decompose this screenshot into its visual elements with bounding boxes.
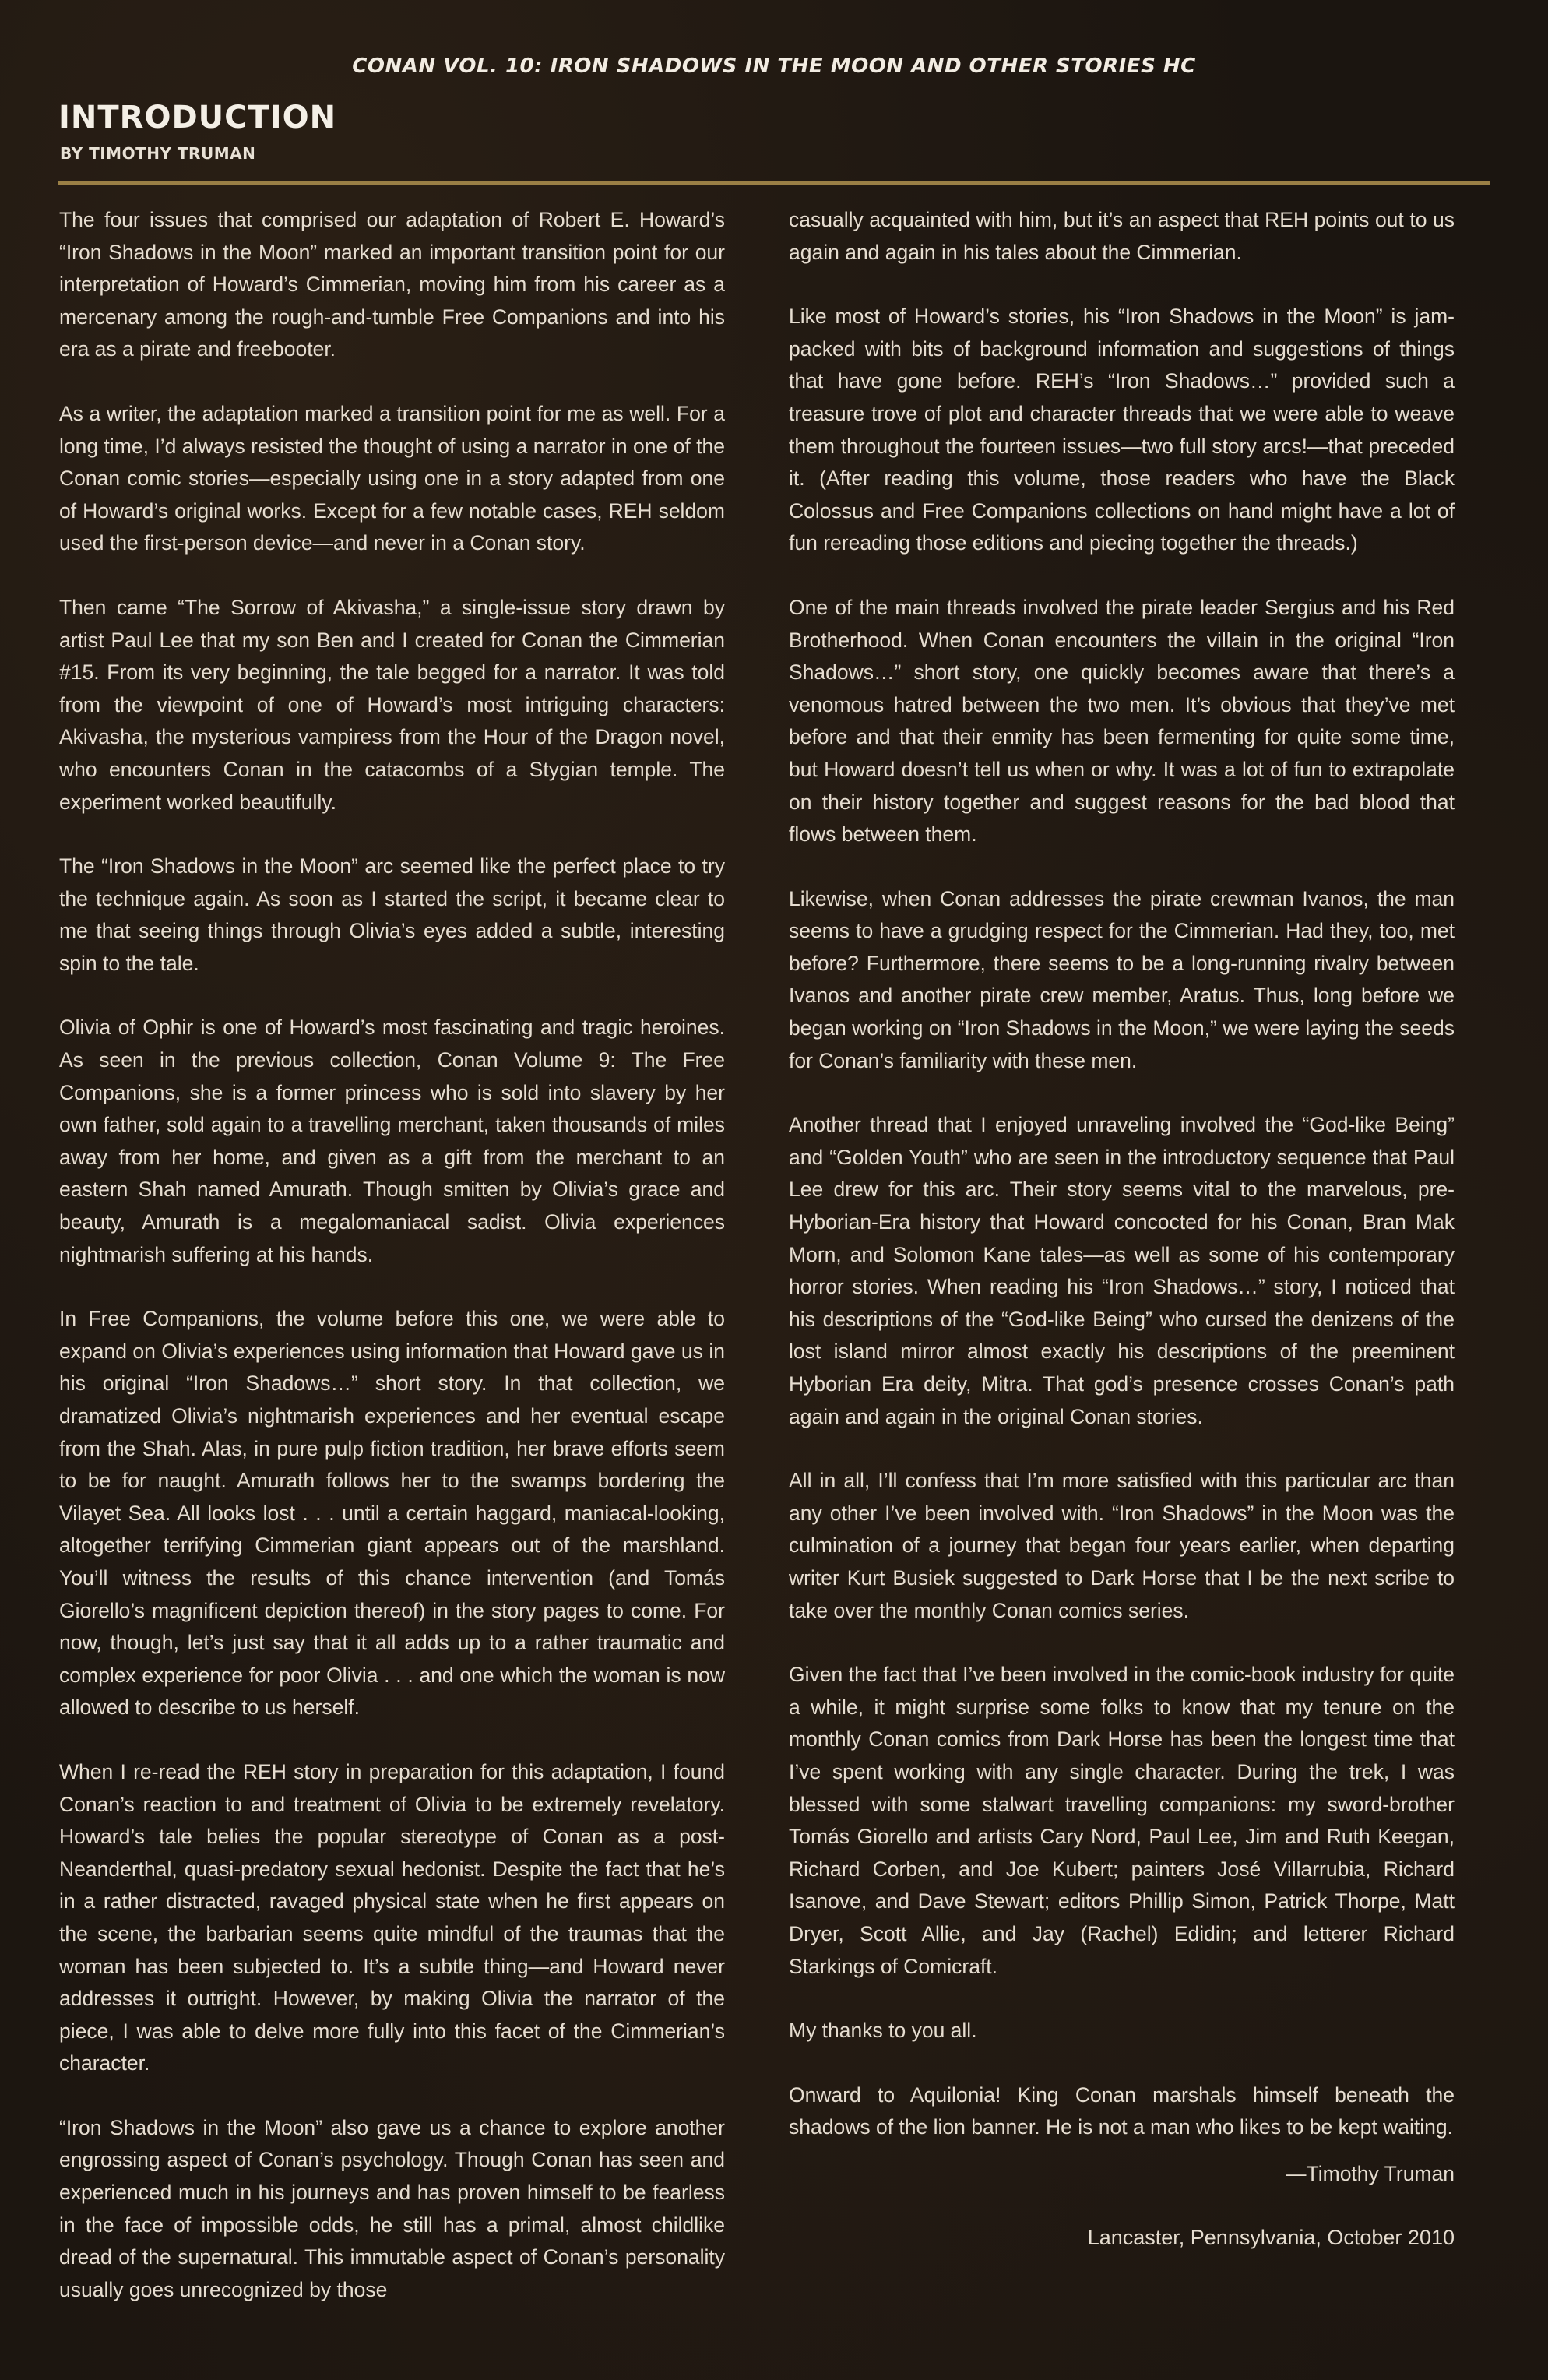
series-title: CONAN VOL. 10: IRON SHADOWS IN THE MOON AND OTHER STORIES HC bbox=[352, 55, 1196, 78]
paragraph: Likewise, when Conan addresses the pirate crewman Ivanos, the man seems to have a grudging respect for the Cimmerian. Had they, too, met before? Furthermore, there seems to be a long-running rivalry between Ivanos and another pirate crew member, Aratus. Thus, long before we began working on “Iron Shadows in the Moon,” we were laying the seeds for Conan’s familiarity with these men. bbox=[789, 886, 1455, 1072]
paragraph: The four issues that comprised our adaptation of Robert E. Howard’s “Iron Shadows in the Moon” marked an important transition point for our interpretation of Howard’s Cimmerian, moving him from his career as a mercenary among the rough-and-tumble Free Companions and into his era as a pirate and freebooter. bbox=[59, 208, 725, 361]
paragraph: casually acquainted with him, but it’s an aspect that REH points out to us again and again in his tales about the Cimmerian. bbox=[789, 208, 1455, 264]
paragraph: One of the main threads involved the pirate leader Sergius and his Red Brotherhood. When Conan encounters the villain in the original “Iron Shadows…” short story, one quickly becomes aware that there’s a venomous hatred between the two men. It’s obvious that they’ve met before and that their enmity has been fermenting for quite some time, but Howard doesn’t tell us when or why. It was a lot of fun to extrapolate on their history together and suggest reasons for the bad blood that flows between them. bbox=[789, 595, 1455, 847]
right-column bbox=[789, 204, 1455, 2287]
paragraph: Then came “The Sorrow of Akivasha,” a single-issue story drawn by artist Paul Lee that my son Ben and I created for Conan the Cimmerian #15. From its very beginning, the tale begged for a narrator. It was told from the viewpoint of one of Howard’s most intriguing characters: Akivasha, the mysterious vampiress from the Hour of the Dragon novel, who encounters Conan in the catacombs of a Stygian temple. The experiment worked beautifully. bbox=[59, 595, 725, 814]
paragraph: When I re-read the REH story in preparation for this adaptation, I found Conan’s reaction to and treatment of Olivia to be extremely revelatory. Howard’s tale belies the popular stereotype of Conan as a post-Neanderthal, quasi-predatory sexual hedonist. Despite the fact that he’s in a rather distracted, ravaged physical state when he first appears on the scene, the barbarian seems quite mindful of the traumas that the woman has been subjected to. It’s a subtle thing—and Howard never addresses it outright. However, by making Olivia the narrator of the piece, I was able to delve more fully into this facet of the Cimmerian’s character. bbox=[59, 1759, 725, 2075]
paragraph: “Iron Shadows in the Moon” also gave us a chance to explore another engrossing aspect of Conan’s psychology. Though Conan has seen and experienced much in his journeys and has proven himself to be fearless in the face of impossible odds, he still has a primal, almost childlike dread of the supernatural. This immutable aspect of Conan’s personality usually goes unrecognized by those bbox=[59, 2115, 725, 2301]
byline: BY TIMOTHY TRUMAN bbox=[60, 144, 256, 163]
paragraph: All in all, I’ll confess that I’m more satisfied with this particular arc than any other I’ve been involved with. “Iron Shadows” in the Moon was the culmination of a journey that began four years earlier, when departing writer Kurt Busiek suggested to Dark Horse that I be the next scribe to take over the monthly Conan comics series. bbox=[789, 1469, 1455, 1622]
paragraph: In Free Companions, the volume before this one, we were able to expand on Olivia’s experiences using information that Howard gave us in his original “Iron Shadows…” short story. In that collection, we dramatized Olivia’s nightmarish experiences and her eventual escape from the Shah. Alas, in pure pulp fiction tradition, her brave efforts seem to be for naught. Amurath follows her to the swamps bordering the Vilayet Sea. All looks lost . . . until a certain haggard, maniacal-looking, altogether terrifying Cimmerian giant appears out of the marshland. You’ll witness the results of this chance intervention (and Tomás Giorello’s magnificent depiction thereof) in the story pages to come. For now, though, let’s just say that it all adds up to a rather traumatic and complex experience for poor Olivia . . . and one which the woman is now allowed to describe to us herself. bbox=[59, 1307, 725, 1720]
paragraph: Another thread that I enjoyed unraveling involved the “God-like Being” and “Golden Youth” who are seen in the introductory sequence that Paul Lee drew for this arc. Their story seems vital to the marvelous, pre-Hyborian-Era history that Howard concocted for his Conan, Bran Mak Morn, and Solomon Kane tales—as well as some of his contemporary horror stories. When reading his “Iron Shadows…” story, I noticed that his descriptions of the “God-like Being” who cursed the denizens of the lost island mirror almost exactly his descriptions of the preeminent Hyborian Era deity, Mitra. That god’s presence crosses Conan’s path again and again in the original Conan stories. bbox=[789, 1113, 1455, 1428]
place-date: Lancaster, Pennsylvania, October 2010 bbox=[1087, 2226, 1455, 2250]
paragraph: The “Iron Shadows in the Moon” arc seemed like the perfect place to try the technique again. As soon as I started the script, it became clear to me that seeing things through Olivia’s eyes added a subtle, interesting spin to the tale. bbox=[59, 854, 725, 975]
paragraph: Olivia of Ophir is one of Howard’s most fascinating and tragic heroines. As seen in the previous collection, Conan Volume 9: The Free Companions, she is a former princess who is sold into slavery by her own father, sold again to a travelling merchant, taken thousands of miles away from her home, and given as a gift from the merchant to an eastern Shah named Amurath. Though smitten by Olivia’s grace and beauty, Amurath is a megalomaniacal sadist. Olivia experiences nightmarish suffering at his hands. bbox=[59, 1016, 725, 1266]
signature: —Timothy Truman bbox=[1286, 2161, 1455, 2185]
paragraph: Like most of Howard’s stories, his “Iron Shadows in the Moon” is jam-packed with bits of background information and suggestions of things that have gone before. REH’s “Iron Shadows…” provided such a treasure trove of plot and character threads that we were able to weave them throughout the fourteen issues—two full story arcs!—that preceded it. (After reading this volume, those readers who have the Black Colossus and Free Companions collections on hand might have a lot of fun rereading those editions and piecing together the threads.) bbox=[789, 305, 1455, 555]
left-column bbox=[59, 204, 725, 2306]
paragraph: My thanks to you all. bbox=[789, 2019, 977, 2043]
paragraph: Onward to Aquilonia! King Conan marshals himself beneath the shadows of the lion banner. He is not a man who likes to be kept waiting. bbox=[789, 2082, 1455, 2139]
header-divider bbox=[58, 181, 1490, 185]
paragraph: Given the fact that I’ve been involved in the comic-book industry for quite a while, it might surprise some folks to know that my tenure on the monthly Conan comics from Dark Horse has been the longest time that I’ve spent working with any single character. During the trek, I was blessed with some stalwart travelling companions: my sword-brother Tomás Giorello and artists Cary Nord, Paul Lee, Jim and Ruth Keegan, Richard Corben, and Joe Kubert; painters José Villarrubia, Richard Isanove, and Dave Stewart; editors Phillip Simon, Patrick Thorpe, Matt Dryer, Scott Allie, and Jay (Rachel) Edidin; and letterer Richard Starkings of Comicraft. bbox=[789, 1663, 1455, 1978]
introduction-heading: INTRODUCTION bbox=[58, 100, 337, 136]
paragraph: As a writer, the adaptation marked a transition point for me as well. For a long time, I’d always resisted the thought of using a narrator in one of the Conan comic stories—especially using one in a story adapted from one of Howard’s original works. Except for a few notable cases, REH seldom used the first-person device—and never in a Conan story. bbox=[59, 401, 725, 555]
